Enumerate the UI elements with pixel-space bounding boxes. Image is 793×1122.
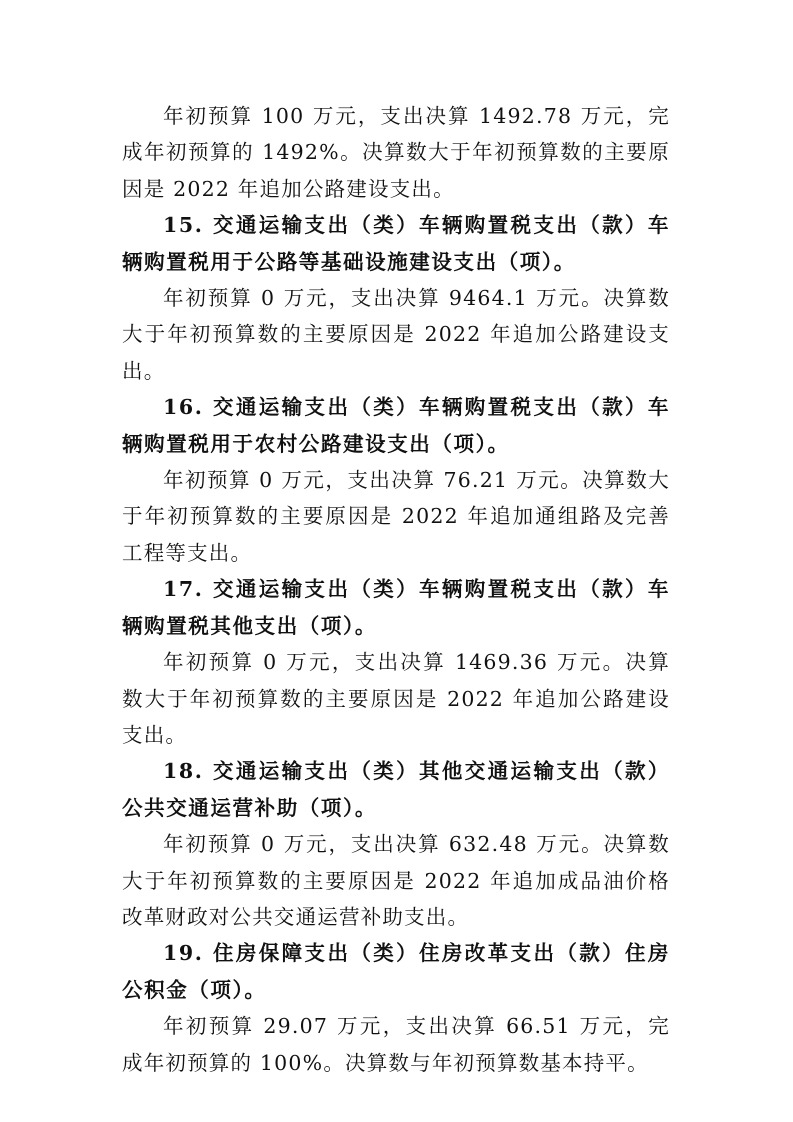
body-paragraph-15-detail: 年初预算 0 万元，支出决算 9464.1 万元。决算数大于年初预算数的主要原因是 2022 年追加公路建设支出。: [122, 286, 670, 383]
document-body: [122, 98, 670, 1081]
body-paragraph-16-detail: 年初预算 0 万元，支出决算 76.21 万元。决算数大于年初预算数的主要原因是 2022 年追加通组路及完善工程等支出。: [122, 468, 670, 565]
body-paragraph-17-detail: 年初预算 0 万元，支出决算 1469.36 万元。决算数大于年初预算数的主要原因是 2022 年追加公路建设支出。: [122, 650, 670, 747]
section-heading-16: 16. 交通运输支出（类）车辆购置税支出（款）车辆购置税用于农村公路建设支出（项）。: [122, 395, 670, 456]
body-paragraph-19-detail: 年初预算 29.07 万元，支出决算 66.51 万元，完成年初预算的 100%。决算数与年初预算数基本持平。: [122, 1014, 670, 1075]
section-heading-15: 15. 交通运输支出（类）车辆购置税支出（款）车辆购置税用于公路等基础设施建设支出（项）。: [122, 213, 670, 274]
section-heading-19: 19. 住房保障支出（类）住房改革支出（款）住房公积金（项）。: [122, 941, 670, 1002]
body-paragraph-18-detail: 年初预算 0 万元，支出决算 632.48 万元。决算数大于年初预算数的主要原因是 2022 年追加成品油价格改革财政对公共交通运营补助支出。: [122, 832, 670, 929]
body-paragraph-14-detail: 年初预算 100 万元，支出决算 1492.78 万元，完成年初预算的 1492%。决算数大于年初预算数的主要原因是 2022 年追加公路建设支出。: [122, 104, 670, 201]
section-heading-17: 17. 交通运输支出（类）车辆购置税支出（款）车辆购置税其他支出（项）。: [122, 577, 670, 638]
section-heading-18: 18. 交通运输支出（类）其他交通运输支出（款）公共交通运营补助（项）。: [122, 759, 670, 820]
